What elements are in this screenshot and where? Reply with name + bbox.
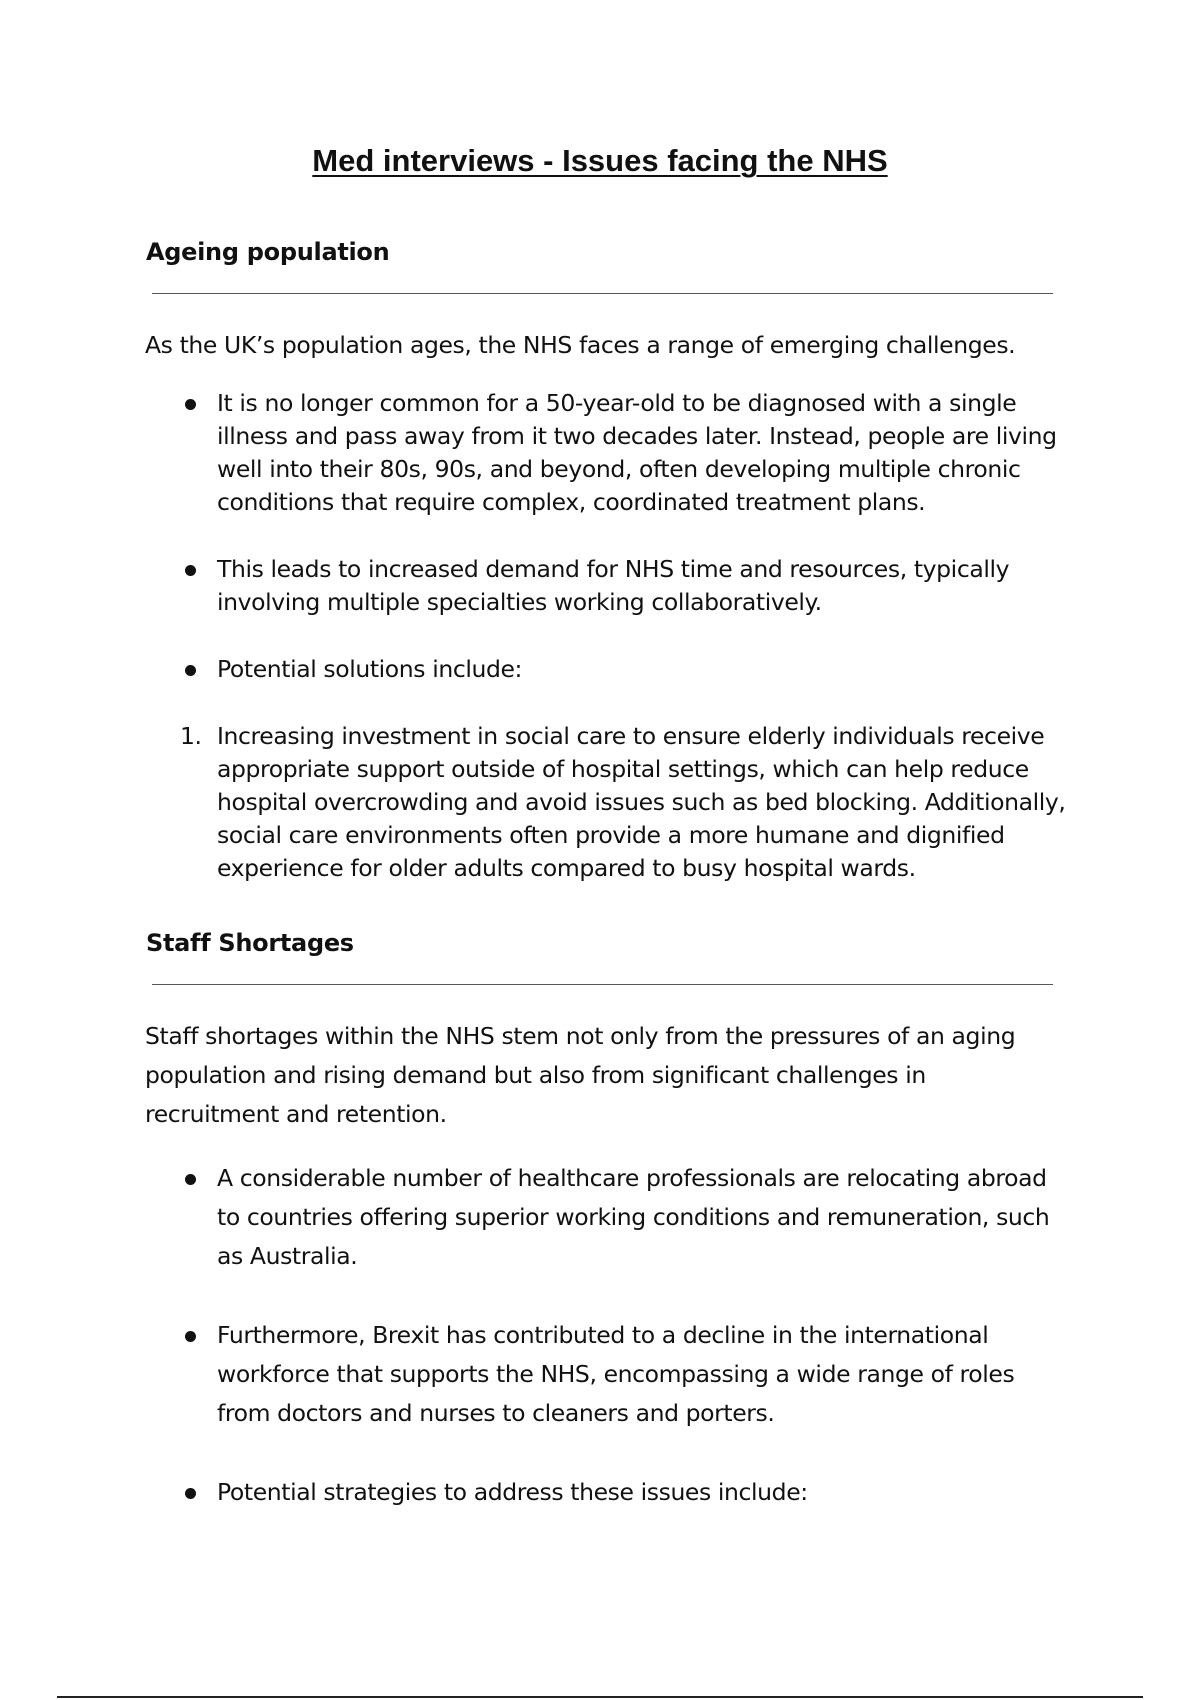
bullet-icon [185,665,196,676]
bullet-icon [185,399,196,410]
list-item-text: A considerable number of healthcare professionals are relocating abroad to countries offering superior working conditions and remuneration, such as Australia. [217,1164,1050,1270]
section-divider [152,293,1053,294]
bullet-icon [185,1331,196,1342]
section-divider [152,984,1053,985]
list-item-text: It is no longer common for a 50-year-old to be diagnosed with a single illness and pass away from it two decades later. Instead, people are living well into their 80s, 90s, and beyond, often developing multiple chronic conditions that require complex, coordinated treatment plans. [217,389,1057,516]
section-intro-staff: Staff shortages within the NHS stem not only from the pressures of an aging population and rising demand but also from significant challenges in recruitment and retention. [145,1022,1016,1128]
bullet-icon [185,565,196,576]
list-number: 1. [180,722,202,750]
list-item-text: Furthermore, Brexit has contributed to a decline in the international workforce that supports the NHS, encompassing a wide range of roles from doctors and nurses to cleaners and porters. [217,1321,1015,1427]
section-heading-ageing-population: Ageing population [146,238,390,266]
document-title: Med interviews - Issues facing the NHS [312,143,888,178]
bullet-icon [185,1488,196,1499]
bullet-icon [185,1174,196,1185]
list-item-text: Increasing investment in social care to ensure elderly individuals receive appropriate support outside of hospital settings, which can help reduce hospital overcrowding and avoid issues such as bed blocking. Additionally, social care environments often provide a more humane and dignified experience for older adults compared to busy hospital wards. [217,722,1066,882]
section-heading-staff-shortages: Staff Shortages [146,929,354,957]
page-bottom-border [57,1696,1143,1698]
list-item-text: Potential strategies to address these issues include: [217,1478,808,1506]
section-intro-ageing: As the UK’s population ages, the NHS faces a range of emerging challenges. [145,331,1016,359]
list-item-text: This leads to increased demand for NHS time and resources, typically involving multiple specialties working collaboratively. [217,555,1010,616]
list-item-text: Potential solutions include: [217,655,523,683]
